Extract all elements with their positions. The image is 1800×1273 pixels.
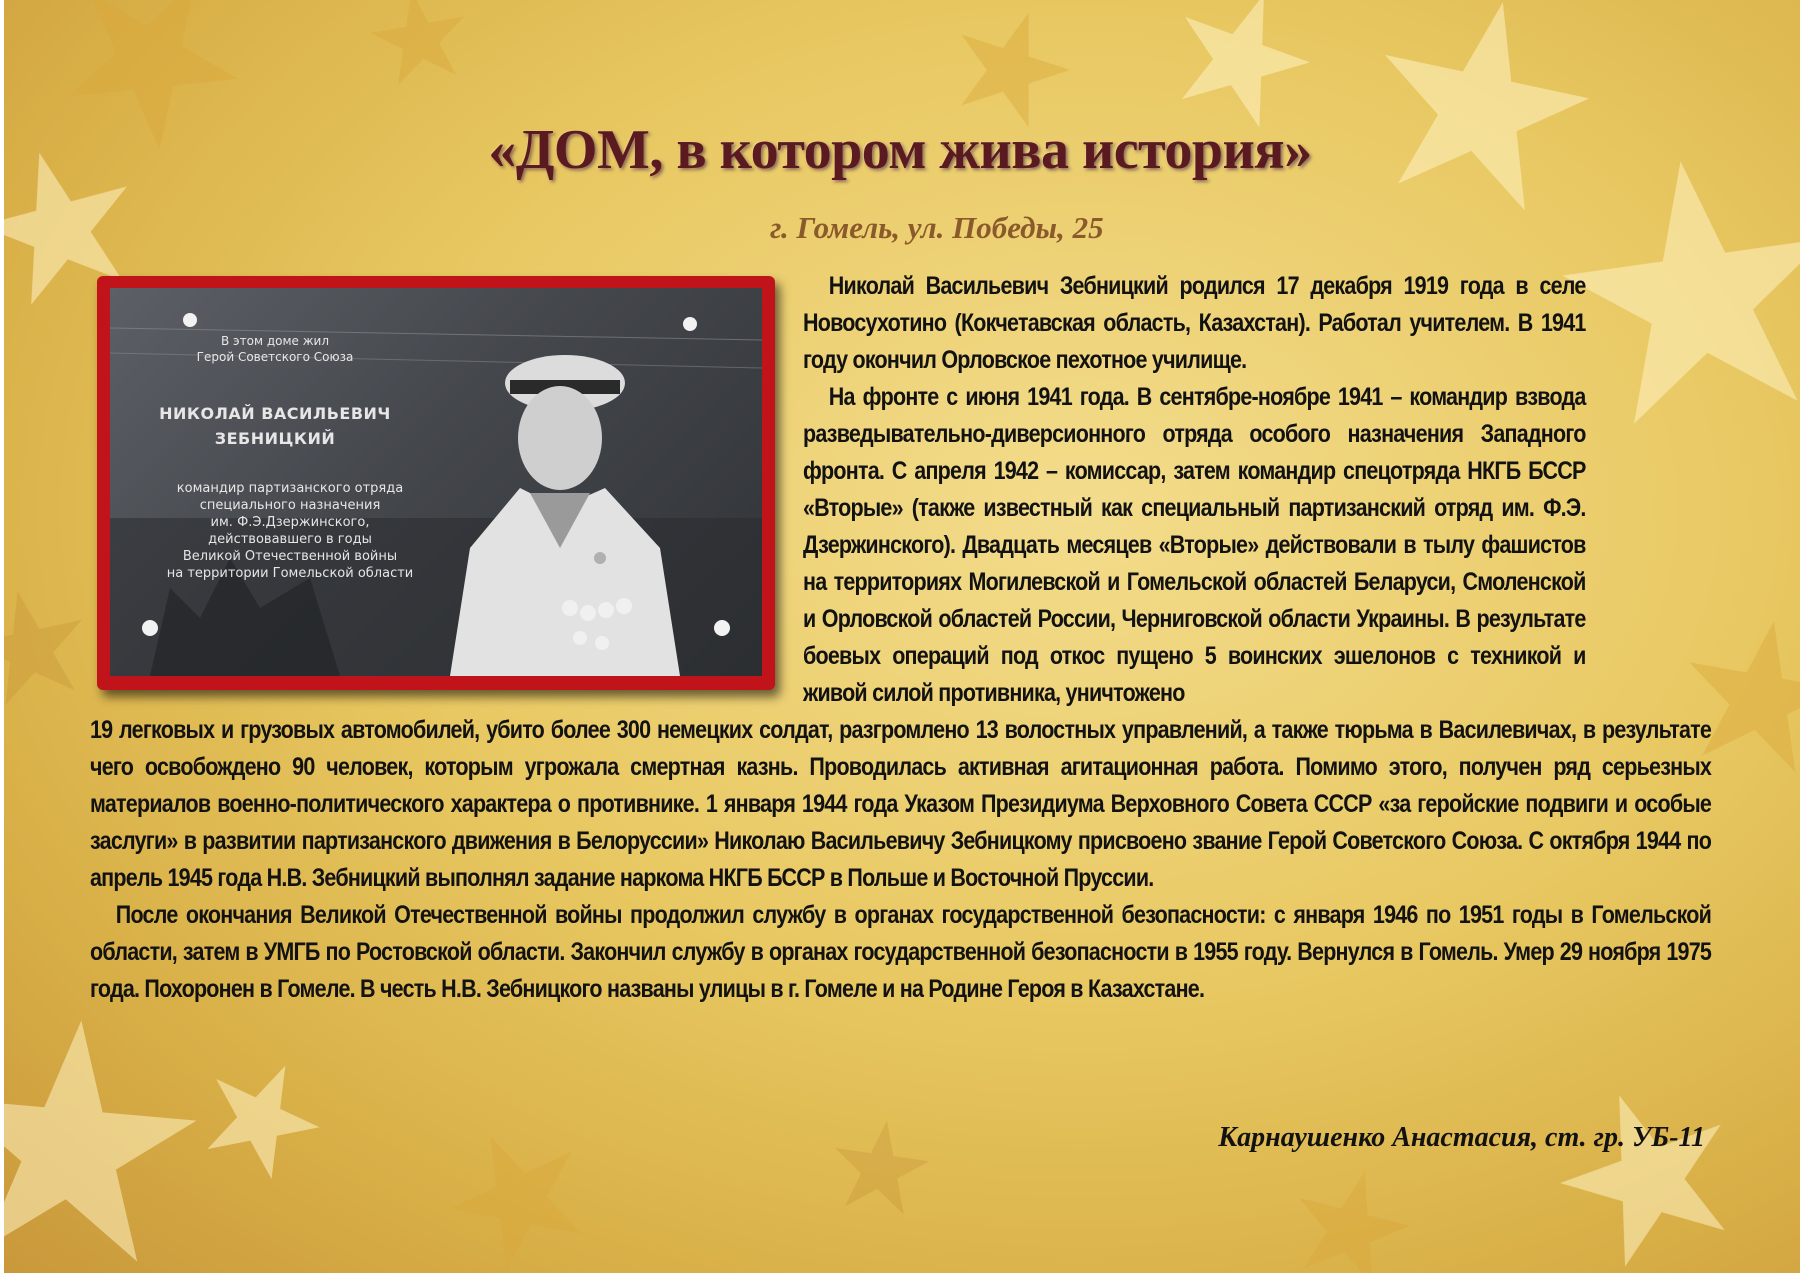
page-edge [0, 0, 4, 1273]
plaque-text: на территории Гомельской области [166, 566, 414, 581]
plaque-text: действовавшего в годы [208, 532, 372, 547]
plaque-text: Герой Советского Союза [196, 350, 354, 364]
page-title: «ДОМ, в котором жива история» [488, 119, 1312, 181]
plaque-text: специального назначения [199, 498, 381, 513]
plaque-name: НИКОЛАЙ ВАСИЛЬЕВИЧ [159, 404, 391, 423]
author-signature: Карнаушенко Анастасия, ст. гр. УБ-11 [1218, 1122, 1705, 1153]
plaque-text: им. Ф.Э.Дзержинского, [210, 515, 370, 530]
plaque-text: командир партизанского отряда [176, 481, 404, 496]
biography-text-full [90, 712, 1711, 1008]
plaque-text: В этом доме жил [221, 334, 329, 348]
paragraph-war-part1: На фронте с июня 1941 года. В сентябре-ноябре 1941 – командир взвода разведывательно-диверсионного отряда особого назначения Западного фронта. С апреля 1942 – комиссар, затем командир спецотряда НКГБ БССР «Вторые» (также известный как специальный партизанский отряд им. Ф.Э. Дзержинского). Двадцать месяцев «Вторые» действовали в тылу фашистов на территориях Могилевской и Гомельской областей Беларуси, Смоленской и Орловской областей России, Черниговской области Украины. В результате боевых операций под откос пущено 5 воинских эшелонов с техникой и живой силой противника, уничтожено [803, 383, 1586, 707]
plaque-name: ЗЕБНИЦКИЙ [214, 429, 336, 448]
paragraph-birth: Николай Васильевич Зебницкий родился 17 декабря 1919 года в селе Новосухотино (Кокчетавская область, Казахстан). Работал учителем. В 1941 году окончил Орловское пехотное училище. [803, 272, 1586, 374]
memorial-plaque [110, 288, 762, 676]
memorial-plaque-photo [97, 276, 775, 690]
biography-text-right [803, 268, 1586, 712]
address-subtitle: г. Гомель, ул. Победы, 25 [770, 210, 1104, 245]
paragraph-postwar: После окончания Великой Отечественной войны продолжил службу в органах государственной безопасности: с января 1946 по 1951 годы в Гомельской области, затем в УМГБ по Ростовской области. Закончил службу в органах государственной безопасности в 1955 году. Вернулся в Гомель. Умер 29 ноября 1975 года. Похоронен в Гомеле. В честь Н.В. Зебницкого названы улицы в г. Гомеле и на Родине Героя в Казахстане. [90, 901, 1712, 1003]
plaque-text: Великой Отечественной войны [182, 549, 398, 564]
paragraph-war-part2: 19 легковых и грузовых автомобилей, убито более 300 немецких солдат, разгромлено 13 волостных управлений, а также тюрьма в Василевичах, в результате чего освобождено 90 человек, которым угрожала смертная казнь. Проводилась активная агитационная работа. Помимо этого, получен ряд серьезных материалов военно-политического характера о противнике. 1 января 1944 года Указом Президиума Верховного Совета СССР «за геройские подвиги и особые заслуги» в развитии партизанского движения в Белоруссии» Николаю Васильевичу Зебницкому присвоено звание Герой Советского Союза. С октября 1944 по апрель 1945 года Н.В. Зебницкий выполнял задание наркома НКГБ БССР в Польше и Восточной Пруссии. [90, 716, 1712, 892]
